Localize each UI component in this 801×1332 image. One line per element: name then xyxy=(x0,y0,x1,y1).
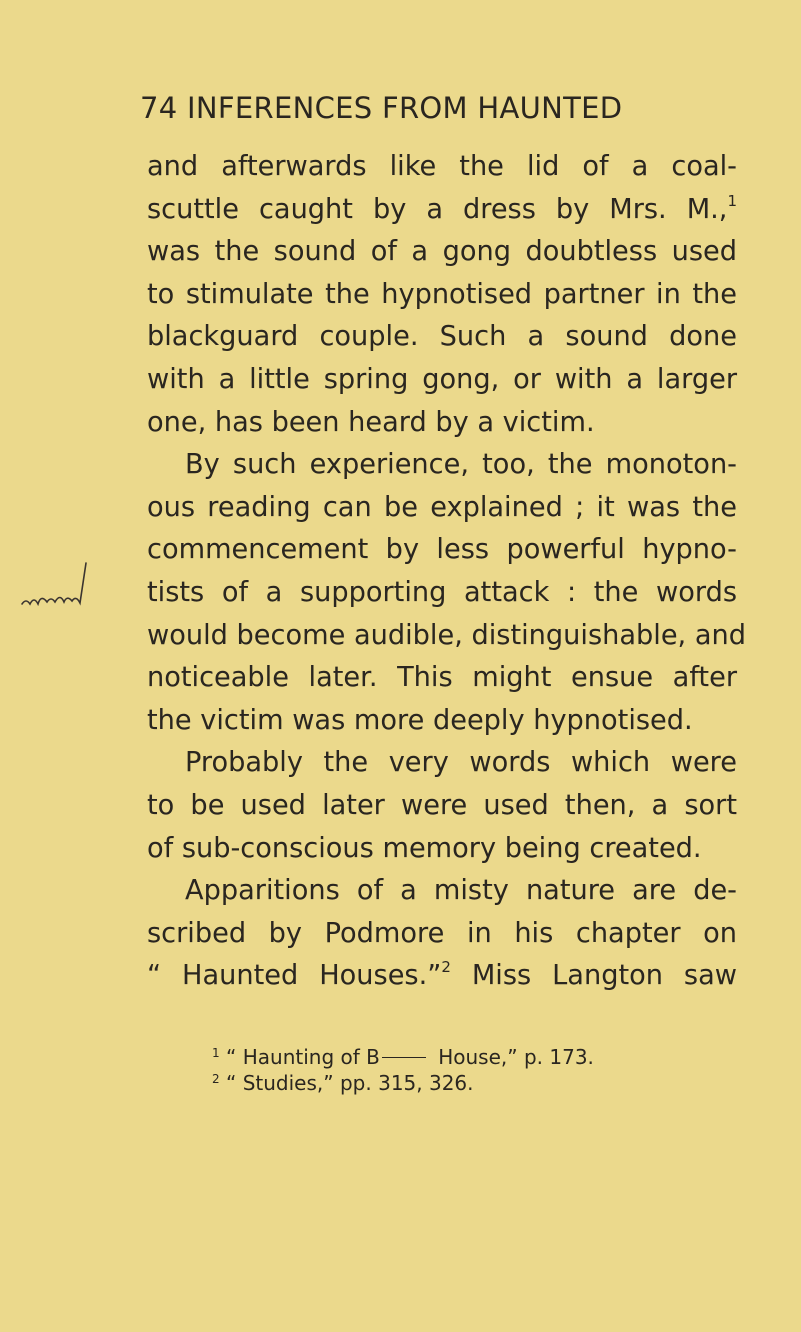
text-line: blackguard couple. Such a sound done xyxy=(147,321,737,353)
footnote-text: “ Studies,” pp. 315, 326. xyxy=(226,1071,474,1095)
text-line: the victim was more deeply hypnotised. xyxy=(147,704,693,736)
text-line: of sub-conscious memory being created. xyxy=(147,832,702,864)
text-span: “ Haunted Houses.” xyxy=(147,960,442,992)
em-dash-rule xyxy=(382,1057,426,1058)
text-line: scribed by Podmore in his chapter on xyxy=(147,917,737,949)
footnotes xyxy=(212,1044,594,1096)
footnote-2 xyxy=(212,1070,594,1096)
text-line xyxy=(147,189,737,232)
footnote-text: House,” p. 173. xyxy=(431,1045,594,1069)
text-line: to be used later were used then, a sort xyxy=(147,789,737,821)
page-number: 74 xyxy=(140,91,178,125)
text-line: Apparitions of a misty nature are de- xyxy=(185,875,737,907)
running-title: INFERENCES FROM HAUNTED xyxy=(187,91,623,125)
text-line: and afterwards like the lid of a coal- xyxy=(147,151,737,182)
handwritten-margin-scribble xyxy=(0,560,150,610)
text-line: was the sound of a gong doubtless used xyxy=(147,236,737,268)
text-span: Miss Langton saw xyxy=(450,960,737,992)
text-line: one, has been heard by a victim. xyxy=(147,406,595,438)
text-line: to stimulate the hypnotised partner in the xyxy=(147,278,737,310)
text-line: ous reading can be explained ; it was the xyxy=(147,491,737,523)
running-header xyxy=(140,91,622,125)
text-line: with a little spring gong, or with a larger xyxy=(147,363,737,395)
footnote-marker: 2 xyxy=(212,1072,220,1086)
footnote-1 xyxy=(212,1044,594,1070)
text-line: tists of a supporting attack : the words xyxy=(147,576,737,608)
text-line xyxy=(147,955,737,998)
text-line: By such experience, too, the monoton- xyxy=(185,449,737,481)
footnote-ref-2: 2 xyxy=(441,958,451,977)
text-line: noticeable later. This might ensue after xyxy=(147,662,737,694)
text-line: would become audible, distinguishable, and xyxy=(147,619,746,651)
text-span: scuttle caught by a dress by Mrs. M., xyxy=(147,193,728,225)
footnote-ref-1: 1 xyxy=(727,191,737,210)
text-line: Probably the very words which were xyxy=(185,747,737,779)
text-line: commencement by less powerful hypno- xyxy=(147,534,737,566)
footnote-marker: 1 xyxy=(212,1046,220,1060)
body-text xyxy=(147,146,746,998)
footnote-text: “ Haunting of B xyxy=(226,1045,380,1069)
